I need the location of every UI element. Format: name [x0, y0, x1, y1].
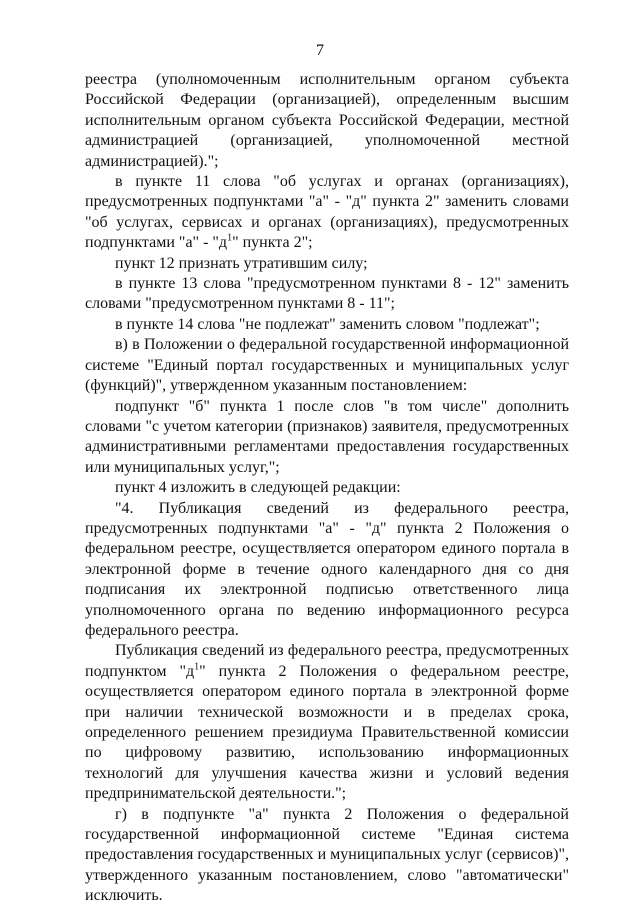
paragraph-item-11-text: в пункте 11 слова "об услугах и органах (организациях), предусмотренных подпунктами "а" - "д" пункта 2" заменить словами "об услугах, сервисах и органах (организациях), предусмотренных подпунктами "а" - "д: [85, 173, 569, 252]
paragraph-item-11-tail: " пункта 2";: [232, 234, 313, 252]
paragraph-publication: [85, 641, 569, 804]
paragraph-continuation: реестра (уполномоченным исполнительным органом субъекта Российской Федерации (организацией), определенным высшим исполнительным органом субъекта Российской Федерации, местной администрацией (организацией, уполномоченной местной администрацией).";: [85, 71, 569, 170]
paragraph-item-4-text: "4. Публикация сведений из федерального реестра, предусмотренных подпунктами "а" - "д" пункта 2 Положения о федеральном реестре, осуществляется оператором единого портала в электронной форме в течение одного календарного дня со дня подписания их электронной подписью ответственного лица уполномоченного органа по ведению информационного ресурса федерального реестра.: [85, 499, 569, 639]
superscript-index: 1: [227, 232, 233, 244]
page-number: 7: [316, 42, 324, 59]
paragraph-publication-tail: " пункта 2 Положения о федеральном реестре, осуществляется оператором единого портала в электронной форме при наличии технической возможности и в пределах срока, определенного решением президиума Правительственной комиссии по цифровому развитию, использованию информационных технологий для улучшения качества жизни и условий ведения предпринимательской деятельности.";: [85, 662, 570, 803]
superscript-index: 1: [194, 661, 200, 673]
paragraph-item-4-intro: пункт 4 изложить в следующей редакции:: [115, 479, 401, 497]
paragraph-publication-text: Публикация сведений из федерального реестра, предусмотренных подпунктом "д: [85, 642, 569, 680]
paragraph-item-14: в пункте 14 слова "не подлежат" заменить словом "подлежат";: [115, 315, 540, 333]
document-body: [85, 70, 569, 907]
paragraph-subitem-b: подпункт "б" пункта 1 после слов "в том числе" дополнить словами "с учетом категории (признаков) заявителя, предусмотренных административными регламентами предоставления государственных или муниципальных услуг,";: [85, 397, 569, 476]
paragraph-section-v: в) в Положении о федеральной государственной информационной системе "Единый портал государственных и муниципальных услуг (функций)", утвержденном указанным постановлением:: [85, 336, 569, 395]
paragraph-item-11: [85, 172, 569, 254]
paragraph-item-12: пункт 12 признать утратившим силу;: [115, 254, 368, 272]
paragraph-section-g: г) в подпункте "а" пункта 2 Положения о федеральной государственной информационной системе "Единая система предоставления государственных и муниципальных услуг (сервисов)", утвержденного указанным постановлением, слово "автоматически" исключить.: [85, 805, 569, 905]
paragraph-item-13: в пункте 13 слова "предусмотренном пунктами 8 - 12" заменить словами "предусмотренном пунктами 8 - 11";: [85, 275, 569, 313]
